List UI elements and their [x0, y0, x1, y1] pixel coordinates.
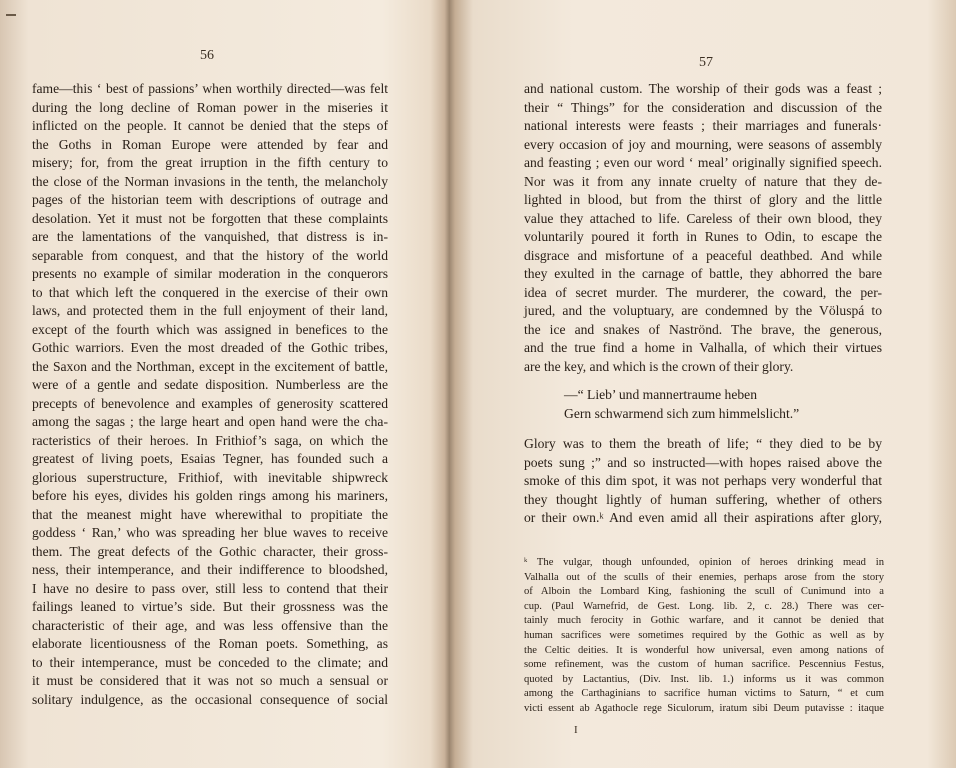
footnote-line: victi essent ab Agathocle rege Siculorum, iratum sibi Deum putavisse : itaque — [524, 702, 884, 714]
footnote-line: tainly much ferocity in Gothic warfare, and it cannot be denied that — [524, 615, 884, 627]
text-line: are the key, and which is the crown of their glory. — [524, 358, 794, 374]
footnote-line: among the Carthaginians to sacrifice human victims to Saturn, “ et cum — [524, 688, 884, 700]
text-line: racteristics of their heroes. In Frithiof’s saga, on which the — [32, 432, 388, 448]
text-line: failings leaned to virtue’s side. But their grossness was the — [32, 599, 388, 614]
text-line: voluntarily poured it forth in Runes to Odin, to escape the — [524, 229, 882, 244]
text-line: separable from conquest, and that the history of the world — [32, 247, 388, 263]
footnote-line: Valhalla out of the sculls of their enemies, perhaps arose from the story — [524, 571, 884, 583]
right-page — [456, 0, 956, 768]
text-line: every occasion of joy and mourning, were seasons of assembly — [524, 136, 882, 152]
text-line: they exulted in the carnage of battle, they abhorred the bare — [524, 266, 882, 281]
text-line: they thought lightly of human suffering, whether of others — [524, 491, 882, 507]
left-page-body — [32, 80, 388, 709]
text-line: to that which left the conquered in the exercise of their own — [32, 284, 388, 300]
signature-mark: I — [574, 724, 578, 736]
footnote — [524, 556, 884, 717]
text-line: were of a gentle and sedate disposition. Numberless are the — [32, 377, 388, 392]
text-line: national interests were feasts ; their marriages and funerals· — [524, 118, 882, 133]
text-line: among the sagas ; the large heart and open hand were the cha- — [32, 414, 388, 429]
text-line: Nor was it from any innate cruelty of nature that they de- — [524, 173, 882, 189]
text-line: Glory was to them the breath of life; “ they died to be by — [524, 436, 882, 451]
text-line: them. The great defects of the Gothic character, their gross- — [32, 543, 388, 559]
text-line: the Goths in Roman Europe were attended by fear and — [32, 136, 388, 152]
text-line: smoke of this dim spot, it was not perhaps very wonderful that — [524, 473, 882, 488]
text-line: characteristic of their age, and was less offensive than the — [32, 617, 388, 633]
text-line: elaborate licentiousness of the Roman poets. Something, as — [32, 636, 388, 651]
text-line: lighted in blood, but from the thirst of glory and the little — [524, 192, 882, 207]
footnote-line: the Celtic deities. It is wonderful how universal, even among nations of — [524, 644, 884, 656]
text-line: laws, and protected them in the full enjoyment of their land, — [32, 303, 388, 318]
right-page-body — [524, 80, 882, 376]
quote-line: Gern schwarmend sich zum himmelslicht.” — [564, 405, 800, 421]
footnote-line: cup. (Paul Warnefrid, de Gest. Long. lib. 2, c. 28.) There was cer- — [524, 600, 884, 612]
left-page — [0, 0, 440, 768]
text-line: presents no example of similar moderation in the conquerors — [32, 266, 388, 281]
text-line: solitary indulgence, as the occasional consequence of social — [32, 691, 388, 707]
footnote-line: human sacrifices were sometimes required by the Gothic as well as by — [524, 629, 884, 641]
text-line: and feasting ; even our word ‘ meal’ originally signified speech. — [524, 155, 882, 170]
text-line: disgrace and misfortune of a peaceful deathbed. And while — [524, 247, 882, 263]
text-line: pages of the historian teem with descriptions of outrage and — [32, 192, 388, 207]
text-line: goddess ‘ Ran,’ who was spreading her blue waves to receive — [32, 525, 388, 540]
text-line: misery; for, from the great irruption in the fifth century to — [32, 155, 388, 170]
quote-line: —“ Lieb’ und mannertraume heben — [564, 387, 758, 402]
text-line: glorious superstructure, Frithiof, with inevitable shipwreck — [32, 469, 388, 485]
text-line: idea of secret murder. The murderer, the coward, the per- — [524, 284, 882, 300]
text-line: that the meanest might have wherewithal to propitiate the — [32, 506, 388, 522]
text-line: are the lamentations of the vanquished, that distress is in- — [32, 229, 388, 244]
text-line: the close of the Norman invasions in the tenth, the melancholy — [32, 173, 388, 189]
text-line: inflicted on the people. It cannot be denied that the steps of — [32, 118, 388, 133]
text-line: their “ Things” for the consideration and discussion of the — [524, 99, 882, 115]
text-line: greatest of living poets, Esaias Tegner, has founded such a — [32, 451, 388, 466]
text-line: fame—this ‘ best of passions’ when worthily directed—was felt — [32, 81, 388, 96]
text-line: to their intemperance, must be conceded to the climate; and — [32, 654, 388, 670]
text-line: precepts of benevolence and examples of generosity scattered — [32, 395, 388, 411]
text-line: Gothic warriors. Even the most dreaded of the Gothic tribes, — [32, 340, 388, 355]
text-line: desolation. Yet it must not be forgotten that these complaints — [32, 210, 388, 226]
footnote-line: ᵏ The vulgar, though unfounded, opinion of heroes drinking mead in — [524, 557, 884, 568]
text-line: jured, and the voluptuary, are condemned by the Völuspá to — [524, 303, 882, 318]
text-line: I have no desire to pass over, still less to contend that their — [32, 580, 388, 596]
verse-quote — [564, 386, 864, 423]
page-number-left: 56 — [200, 48, 214, 63]
footnote-line: quoted by Lactantius, (Div. Inst. lib. 1.) informs us it was common — [524, 673, 884, 685]
text-line: ness, their intemperance, and their indifference to bloodshed, — [32, 562, 388, 577]
text-line: poets sung ;” and so instructed—with hopes raised above the — [524, 454, 882, 470]
text-line: and national custom. The worship of their gods was a feast ; — [524, 81, 882, 96]
text-line: before his eyes, divides his golden rings among his mariners, — [32, 488, 388, 503]
text-line: it must be considered that it was not so much a sensual or — [32, 673, 388, 688]
text-line: the Saxon and the Northman, except in the excitement of battle, — [32, 358, 388, 374]
text-line: during the long decline of Roman power in the miseries it — [32, 99, 388, 115]
footnote-line: some refinement, was the custom of human sacrifice. Pescennius Festus, — [524, 659, 884, 671]
page-number-right: 57 — [699, 55, 713, 70]
text-line: except of the fourth which was assigned in benefices to the — [32, 321, 388, 337]
text-line: and the true find a home in Valhalla, of which their virtues — [524, 340, 882, 355]
text-line: value they attached to life. Careless of their own blood, they — [524, 210, 882, 226]
right-page-body-continued — [524, 435, 882, 528]
text-line: the ice and snakes of Naströnd. The brave, the generous, — [524, 321, 882, 337]
text-line: or their own.ᵏ And even amid all their aspirations after glory, — [524, 510, 882, 525]
footnote-line: of Alboin the Lombard King, fashioning the scull of Cunimund into a — [524, 586, 884, 598]
